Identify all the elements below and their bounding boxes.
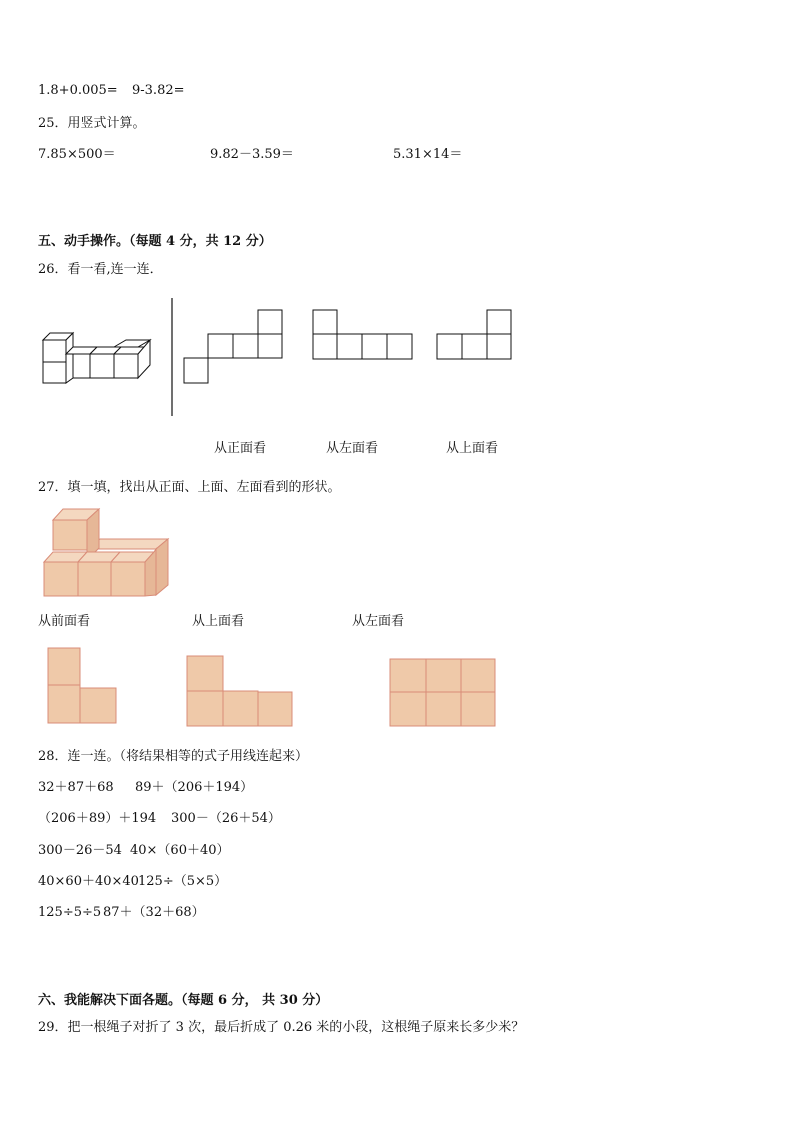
q29-text: 29．把一根绳子对折了 3 次，最后折成了 0.26 米的小段，这根绳子原来长多少米？ [38, 1020, 525, 1035]
q27-label-front: 从前面看 [38, 614, 91, 629]
expr-1: 1.8+0.005= [38, 83, 118, 98]
q27-title: 27．填一填，找出从正面、上面、左面看到的形状。 [38, 480, 341, 495]
q26-title: 26．看一看,连一连． [38, 262, 163, 277]
q28-left-3: 300－26－54 [38, 843, 122, 858]
q28-right-1: 89＋（206＋194） [135, 780, 254, 795]
q28-title: 28．连一连。（将结果相等的式子用线连起来） [38, 749, 309, 764]
section-5-heading: 五、动手操作。（每题 4 分，共 12 分） [38, 234, 272, 249]
q26-label-front: 从正面看 [214, 441, 267, 456]
section-6-heading: 六、我能解决下面各题。（每题 6 分， 共 30 分） [38, 993, 329, 1008]
q27-label-left: 从左面看 [352, 614, 405, 629]
expr-2: 9-3.82= [132, 83, 185, 98]
q28-left-2: （206＋89）＋194 [38, 811, 157, 826]
q28-right-5: 87＋（32＋68） [103, 905, 205, 920]
q25-item-2: 9.82－3.59＝ [210, 147, 294, 162]
q28-right-3: 40×（60＋40） [130, 843, 230, 858]
q28-left-1: 32＋87＋68 [38, 780, 114, 795]
q28-right-4: 125÷（5×5） [138, 874, 228, 889]
q25-title: 25．用竖式计算。 [38, 116, 146, 131]
q28-left-5: 125÷5÷5 [38, 905, 102, 920]
q27-label-top: 从上面看 [192, 614, 245, 629]
q28-left-4: 40×60＋40×40 [38, 874, 139, 889]
q26-label-top: 从上面看 [446, 441, 499, 456]
q25-item-1: 7.85×500＝ [38, 147, 116, 162]
q25-item-3: 5.31×14＝ [393, 147, 463, 162]
q28-right-2: 300－（26＋54） [171, 811, 281, 826]
q26-label-left: 从左面看 [326, 441, 379, 456]
